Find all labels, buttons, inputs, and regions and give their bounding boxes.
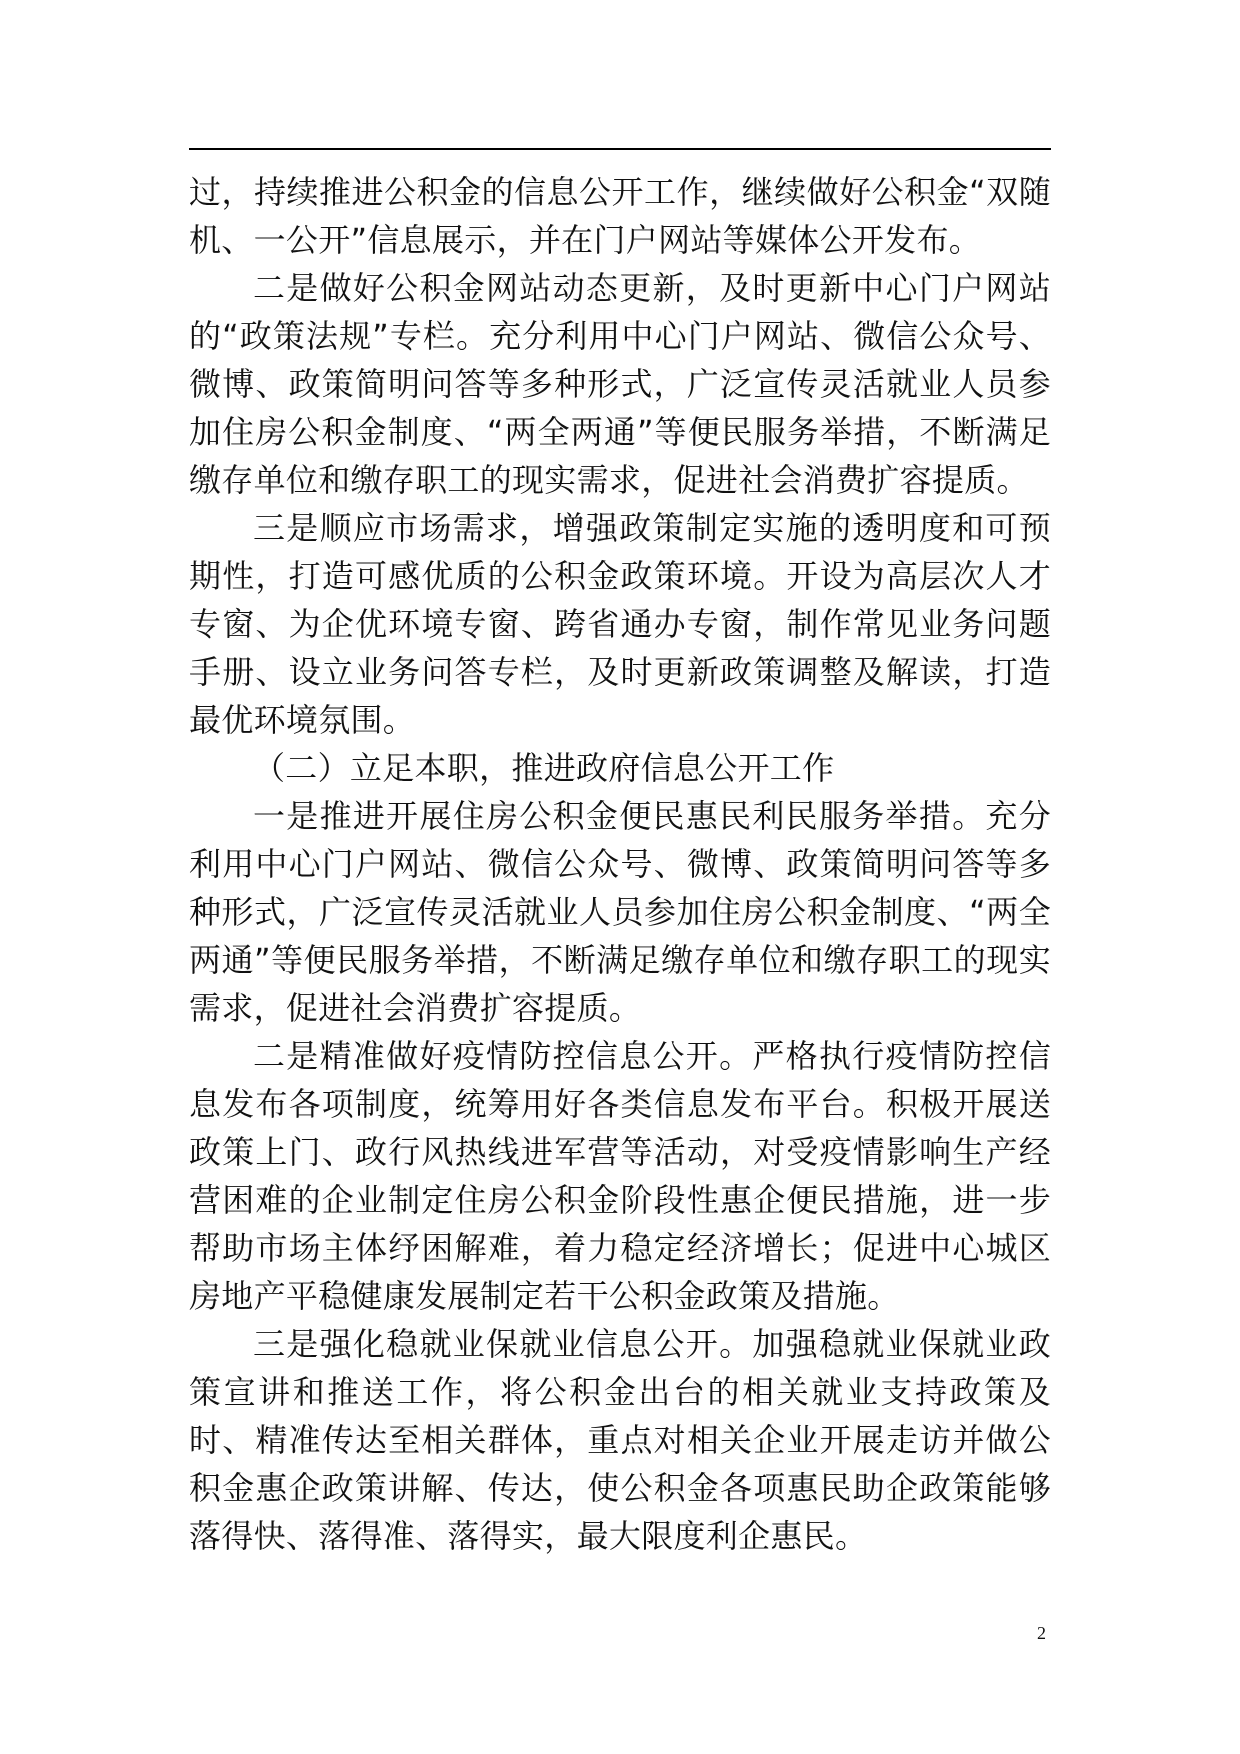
paragraph-employment-info: 三是强化稳就业保就业信息公开。加强稳就业保就业政策宣讲和推送工作，将公积金出台的相关就业支持政策及时、精准传达至相关群体，重点对相关企业开展走访并做公积金惠企政策讲解、传达，使公积金各项惠民助企政策能够落得快、落得准、落得实，最大限度利企惠民。 bbox=[189, 1325, 1051, 1555]
paragraph-continuation: 过，持续推进公积金的信息公开工作，继续做好公积金“双随机、一公开”信息展示，并在门户网站等媒体公开发布。 bbox=[189, 173, 1051, 259]
section-heading-2: （二）立足本职，推进政府信息公开工作 bbox=[253, 749, 835, 787]
paragraph-website-update: 二是做好公积金网站动态更新，及时更新中心门户网站的“政策法规”专栏。充分利用中心门户网站、微信公众号、微博、政策简明问答等多种形式，广泛宣传灵活就业人员参加住房公积金制度、“两全两通”等便民服务举措，不断满足缴存单位和缴存职工的现实需求，促进社会消费扩容提质。 bbox=[189, 269, 1051, 499]
page-number: 2 bbox=[1037, 1623, 1046, 1643]
header-rule bbox=[189, 148, 1051, 150]
paragraph-epidemic-info: 二是精准做好疫情防控信息公开。严格执行疫情防控信息发布各项制度，统筹用好各类信息发布平台。积极开展送政策上门、政行风热线进军营等活动，对受疫情影响生产经营困难的企业制定住房公积金阶段性惠企便民措施，进一步帮助市场主体纾困解难，着力稳定经济增长；促进中心城区房地产平稳健康发展制定若干公积金政策及措施。 bbox=[189, 1037, 1051, 1315]
paragraph-convenience-services: 一是推进开展住房公积金便民惠民利民服务举措。充分利用中心门户网站、微信公众号、微博、政策简明问答等多种形式，广泛宣传灵活就业人员参加住房公积金制度、“两全两通”等便民服务举措，不断满足缴存单位和缴存职工的现实需求，促进社会消费扩容提质。 bbox=[189, 797, 1051, 1027]
document-body bbox=[189, 168, 1051, 1560]
paragraph-market-demand: 三是顺应市场需求，增强政策制定实施的透明度和可预期性，打造可感优质的公积金政策环境。开设为高层次人才专窗、为企优环境专窗、跨省通办专窗，制作常见业务问题手册、设立业务问答专栏，及时更新政策调整及解读，打造最优环境氛围。 bbox=[189, 509, 1051, 739]
